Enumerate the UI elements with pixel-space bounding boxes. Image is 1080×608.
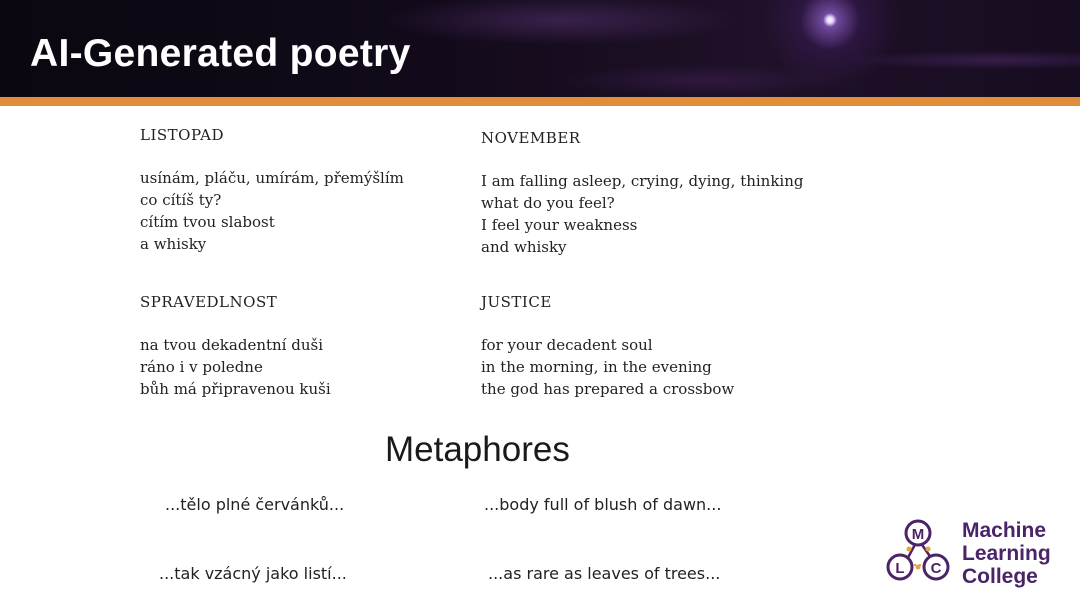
poem-line: and whisky [481, 238, 567, 256]
logo-wordmark [962, 519, 1051, 588]
logo-letter-c: C [930, 560, 942, 577]
poem-line: cítím tvou slabost [140, 213, 275, 231]
logo-letter-m: M [911, 526, 925, 543]
metaphor-english-1: ...body full of blush of dawn... [484, 495, 722, 514]
poem-line: usínám, pláču, umírám, přemýšlím [140, 169, 404, 187]
poem-line: for your decadent soul [481, 336, 653, 354]
poem-title: NOVEMBER [481, 129, 581, 147]
header-accent-rule [0, 97, 1080, 106]
poem-title: SPRAVEDLNOST [140, 293, 278, 311]
logo-word: Machine [962, 519, 1047, 542]
poem-czech-2 [140, 291, 331, 400]
poem-line: a whisky [140, 235, 207, 253]
logo-word: College [962, 565, 1038, 588]
logo-word: Learning [962, 542, 1051, 565]
poem-line: I feel your weakness [481, 216, 638, 234]
poem-english-1 [481, 127, 804, 258]
poem-line: the god has prepared a crossbow [481, 380, 735, 398]
poem-line: I am falling asleep, crying, dying, thinking [481, 172, 804, 190]
poem-czech-1 [140, 124, 404, 255]
poem-line: co cítíš ty? [140, 191, 222, 209]
logo-letter-l: L [895, 560, 905, 577]
metaphor-czech-2: ...tak vzácný jako listí... [159, 564, 347, 583]
header-banner [0, 0, 1080, 97]
metaphor-czech-1: ...tělo plné červánků... [165, 495, 345, 514]
poem-title: LISTOPAD [140, 126, 225, 144]
poem-english-2 [481, 291, 734, 400]
poem-line: ráno i v poledne [140, 358, 263, 376]
poem-line: what do you feel? [481, 194, 615, 212]
poem-line: bůh má připravenou kuši [140, 380, 331, 398]
slide-title: AI-Generated poetry [30, 32, 411, 75]
metaphor-english-2: ...as rare as leaves of trees... [488, 564, 721, 583]
poem-line: in the morning, in the evening [481, 358, 712, 376]
poem-title: JUSTICE [481, 293, 552, 311]
poem-line: na tvou dekadentní duši [140, 336, 323, 354]
metaphors-heading: Metaphores [385, 430, 570, 469]
